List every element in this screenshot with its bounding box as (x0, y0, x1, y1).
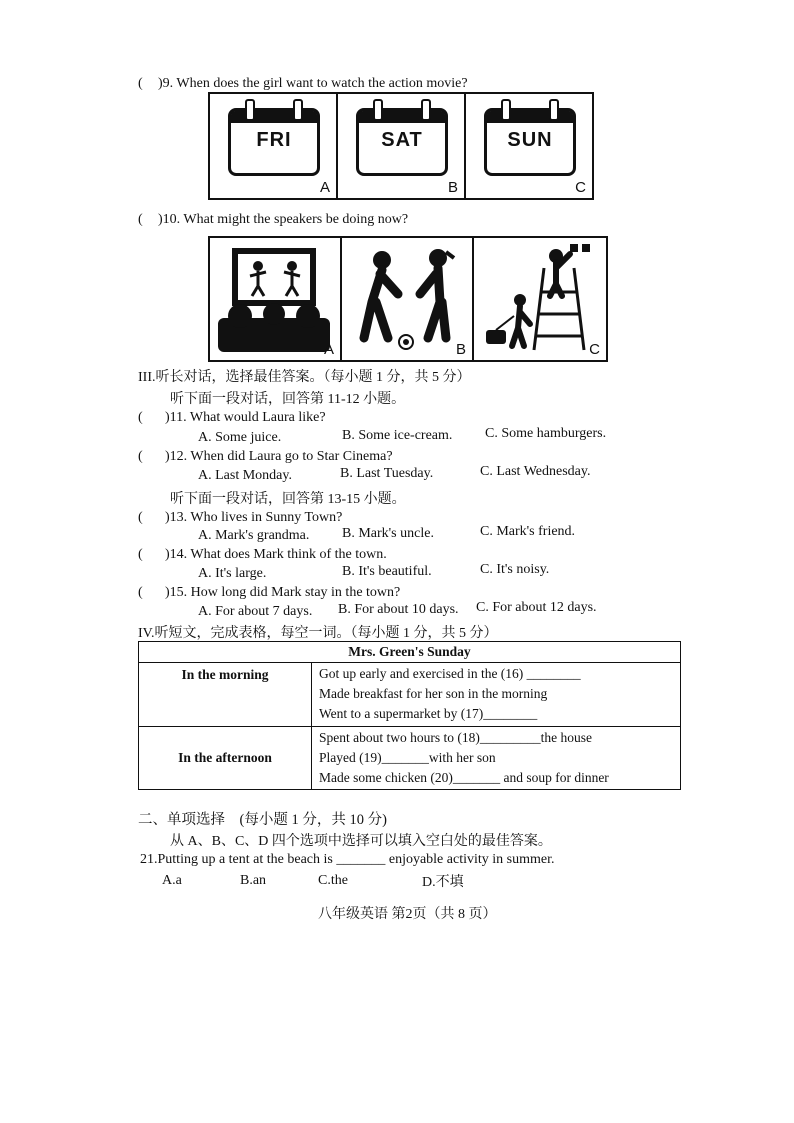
part-2-instruction: 从 A、B、C、D 四个选项中选择可以填入空白处的最佳答案。 (170, 834, 552, 849)
option-13-b: B. Mark's uncle. (342, 526, 434, 541)
question-10: )10. What might the speakers be doing now? (158, 212, 409, 227)
answer-paren-q14: ( (138, 547, 143, 562)
question-15: )15. How long did Mark stay in the town? (165, 585, 401, 600)
answer-paren-q10: ( (138, 212, 143, 227)
option-12-a: A. Last Monday. (198, 468, 292, 483)
page-footer: 八年级英语 第2页（共 8 页） (318, 907, 497, 922)
afternoon-line-19: Played (19)_______with her son (319, 750, 496, 765)
option-15-b: B. For about 10 days. (338, 602, 459, 617)
afternoon-line-20: Made some chicken (20)_______ and soup for dinner (319, 770, 609, 785)
option-letter: A (323, 341, 334, 358)
question-9: )9. When does the girl want to watch the action movie? (158, 76, 468, 91)
question-14: )14. What does Mark think of the town. (165, 547, 387, 562)
option-21-a: A.a (162, 873, 182, 888)
answer-paren-q9: ( (138, 76, 143, 91)
question-11: )11. What would Laura like? (165, 410, 326, 425)
q10-option-a (210, 238, 342, 360)
answer-paren-q13: ( (138, 510, 143, 525)
watching-tv-illustration (210, 238, 340, 358)
calendar-icon (228, 108, 320, 176)
option-11-c: C. Some hamburgers. (485, 426, 607, 441)
afternoon-label: In the afternoon (139, 727, 312, 790)
option-14-a: A. It's large. (198, 566, 267, 581)
q9-option-b (338, 94, 466, 198)
option-21-b: B.an (240, 873, 267, 888)
option-letter: A (319, 179, 330, 196)
option-14-c: C. It's noisy. (480, 562, 550, 577)
question-21: 21.Putting up a tent at the beach is _______ enjoyable activity in summer. (140, 852, 555, 867)
answer-paren-q11: ( (138, 410, 143, 425)
afternoon-activities (312, 727, 681, 790)
option-21-c: C.the (318, 873, 348, 888)
option-11-b: B. Some ice-cream. (342, 428, 453, 443)
mrs-green-sunday-table (138, 641, 681, 790)
answer-paren-q12: ( (138, 449, 143, 464)
q9-option-c (466, 94, 592, 198)
calendar-day: SUN (507, 129, 553, 151)
morning-line-breakfast: Made breakfast for her son in the morning (319, 686, 548, 701)
q9-picture-options (208, 92, 594, 200)
option-15-c: C. For about 12 days. (476, 600, 597, 615)
question-13: )13. Who lives in Sunny Town? (165, 510, 343, 525)
option-21-d: D.不填 (422, 875, 464, 890)
option-13-a: A. Mark's grandma. (198, 528, 310, 543)
cleaning-house-illustration (474, 238, 606, 358)
option-15-a: A. For about 7 days. (198, 604, 313, 619)
section-iii-heading: III.听长对话，选择最佳答案。（每小题 1 分，共 5 分） (138, 370, 471, 385)
option-12-c: C. Last Wednesday. (480, 464, 591, 479)
morning-activities (312, 663, 681, 727)
answer-paren-q15: ( (138, 585, 143, 600)
q10-option-b (342, 238, 474, 360)
dialog-instruction-11-12: 听下面一段对话，回答第 11-12 小题。 (170, 392, 406, 407)
morning-line-16: Got up early and exercised in the (16) ________ (319, 666, 581, 681)
afternoon-line-18: Spent about two hours to (18)_________the house (319, 730, 592, 745)
option-letter: C (575, 179, 586, 196)
q10-picture-options (208, 236, 608, 362)
q10-option-c (474, 238, 606, 360)
calendar-icon (484, 108, 576, 176)
section-iv-heading: IV.听短文，完成表格，每空一词。（每小题 1 分，共 5 分） (138, 626, 498, 641)
calendar-day: SAT (381, 129, 423, 151)
dialog-instruction-13-15: 听下面一段对话，回答第 13-15 小题。 (170, 492, 406, 507)
part-2-heading: 二、单项选择 (每小题 1 分，共 10 分) (138, 812, 387, 828)
morning-line-17: Went to a supermarket by (17)________ (319, 706, 538, 721)
table-title: Mrs. Green's Sunday (139, 642, 681, 663)
q9-option-a (210, 94, 338, 198)
option-letter: B (455, 341, 466, 358)
option-11-a: A. Some juice. (198, 430, 282, 445)
calendar-day: FRI (256, 129, 292, 151)
option-13-c: C. Mark's friend. (480, 524, 576, 539)
option-letter: B (447, 179, 458, 196)
calendar-icon (356, 108, 448, 176)
option-14-b: B. It's beautiful. (342, 564, 432, 579)
option-letter: C (589, 341, 600, 358)
playing-soccer-illustration (342, 238, 472, 358)
question-12: )12. When did Laura go to Star Cinema? (165, 449, 393, 464)
morning-label: In the morning (139, 663, 312, 727)
option-12-b: B. Last Tuesday. (340, 466, 434, 481)
